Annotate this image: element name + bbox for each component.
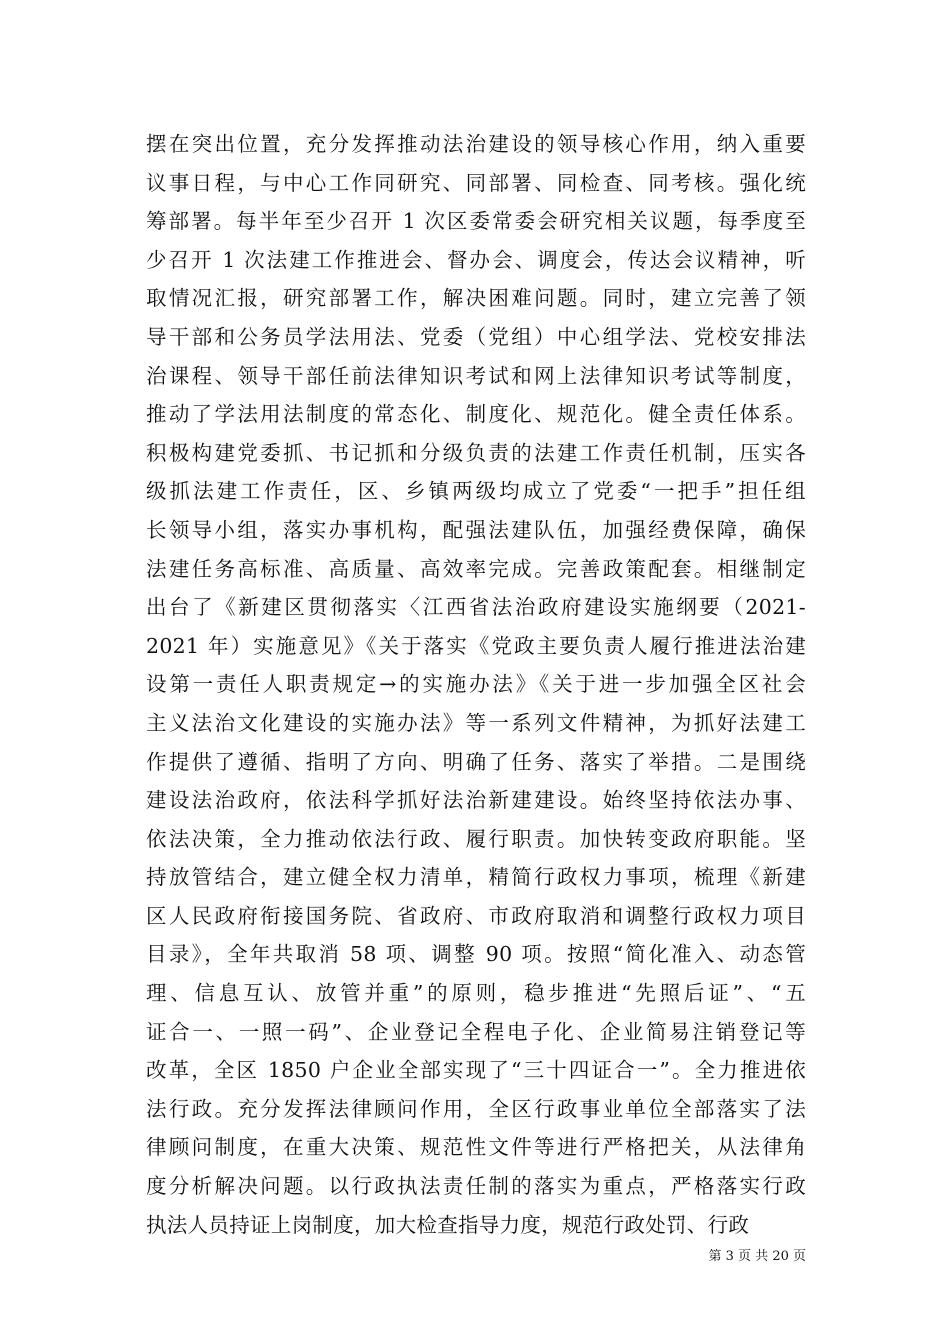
- text-line: 设第一责任人职责规定→的实施办法》《关于进一步加强全区社会: [146, 672, 806, 697]
- text-line: 作提供了遵循、指明了方向、明确了任务、落实了举措。二是围绕: [146, 749, 806, 774]
- text-line: 长领导小组，落实办事机构，配强法建队伍，加强经费保障，确保: [146, 517, 806, 542]
- text-line: 积极构建党委抓、书记抓和分级负责的法建工作责任机制，压实各: [146, 440, 806, 465]
- text-line: 摆在突出位置，充分发挥推动法治建设的领导核心作用，纳入重要: [146, 132, 806, 156]
- text-line: 筹部署。每半年至少召开 1 次区委常委会研究相关议题，每季度至: [146, 209, 806, 234]
- text-line: 改革，全区 1850 户企业全部实现了“三十四证合一”。全力推进依: [146, 1058, 806, 1083]
- text-line: 建设法治政府，依法科学抓好法治新建建设。始终坚持依法办事、: [146, 788, 806, 813]
- page-number: 第 3 页 共 20 页: [708, 1249, 806, 1264]
- text-line: 推动了学法用法制度的常态化、制度化、规范化。健全责任体系。: [146, 402, 806, 427]
- text-line: 2021 年）实施意见》《关于落实《党政主要负责人履行推进法治建: [146, 633, 806, 658]
- text-line: 律顾问制度，在重大决策、规范性文件等进行严格把关，从法律角: [146, 1135, 806, 1160]
- text-line: 执法人员持证上岗制度，加大检查指导力度，规范行政处罚、行政: [146, 1212, 750, 1237]
- text-line: 区人民政府衔接国务院、省政府、市政府取消和调整行政权力项目: [146, 903, 806, 928]
- text-line: 取情况汇报，研究部署工作，解决困难问题。同时，建立完善了领: [146, 286, 806, 311]
- text-line: 少召开 1 次法建工作推进会、督办会、调度会，传达会议精神，听: [146, 247, 806, 272]
- text-line: 目录》，全年共取消 58 项、调整 90 项。按照“简化准入、动态管: [146, 942, 806, 967]
- text-line: 主义法治文化建设的实施办法》等一系列文件精神，为抓好法建工: [146, 710, 806, 735]
- text-line: 出台了《新建区贯彻落实〈江西省法治政府建设实施纲要（2021-: [146, 595, 806, 620]
- text-line: 法建任务高标准、高质量、高效率完成。完善政策配套。相继制定: [146, 556, 806, 581]
- text-line: 持放管结合，建立健全权力清单，精简行政权力事项，梳理《新建: [146, 865, 806, 890]
- text-line: 证合一、一照一码”、企业登记全程电子化、企业简易注销登记等: [146, 1019, 806, 1044]
- text-line: 级抓法建工作责任，区、乡镇两级均成立了党委“一把手”担任组: [146, 479, 806, 504]
- text-line: 度分析解决问题。以行政执法责任制的落实为重点，严格落实行政: [146, 1174, 806, 1199]
- text-line: 治课程、领导干部任前法律知识考试和网上法律知识考试等制度，: [146, 363, 806, 388]
- text-line: 法行政。充分发挥法律顾问作用，全区行政事业单位全部落实了法: [146, 1096, 806, 1121]
- text-line: 依法决策，全力推动依法行政、履行职责。加快转变政府职能。坚: [146, 826, 806, 851]
- text-line: 议事日程，与中心工作同研究、同部署、同检查、同考核。强化统: [146, 170, 806, 195]
- text-line: 理、信息互认、放管并重”的原则，稳步推进“先照后证”、“五: [146, 981, 806, 1006]
- body-text: [146, 125, 806, 1244]
- text-line: 导干部和公务员学法用法、党委（党组）中心组学法、党校安排法: [146, 324, 806, 349]
